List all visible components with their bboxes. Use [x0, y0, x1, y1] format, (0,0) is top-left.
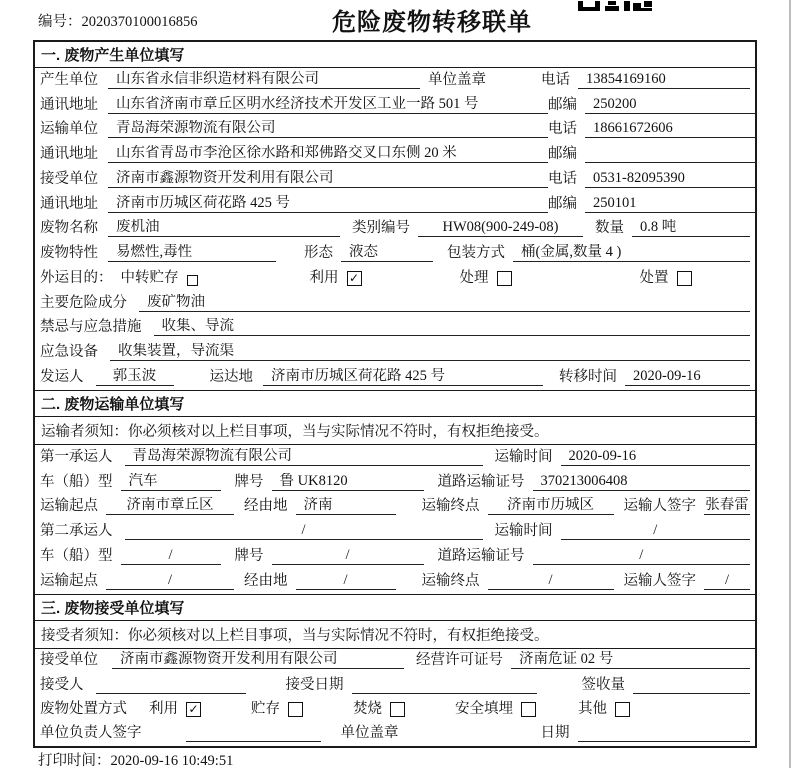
dispatcher-value: 郭玉波 — [96, 368, 174, 386]
checkbox-disposal-landfill — [521, 702, 536, 717]
operating-license-label: 经营许可证号 — [416, 652, 503, 669]
vehicle2-type: / — [121, 547, 221, 565]
emergency-equipment-label: 应急设备 — [40, 344, 98, 361]
checkbox-storage — [187, 275, 198, 286]
row-accept-unit — [35, 649, 755, 673]
transporter-phone: 18661672606 — [585, 120, 757, 138]
destination-label: 运达地 — [209, 368, 253, 385]
section-producer — [35, 42, 755, 390]
checkbox-mark: ✓ — [188, 702, 199, 717]
row-disposal-method — [35, 698, 755, 722]
seal-label: 单位盖章 — [428, 71, 486, 88]
serial-label: 编号： — [38, 14, 82, 30]
zip-label: 邮编 — [548, 195, 577, 212]
acceptor-value — [96, 677, 246, 694]
emergency-equipment-value: 收集装置，导流渠 — [110, 343, 750, 361]
waste-name-value: 废机油 — [108, 219, 340, 237]
disposal-option-incinerate: 焚烧 — [353, 700, 382, 717]
vehicle-type-label: 车（船）型 — [40, 473, 113, 490]
transporter-sign-label: 运输人签字 — [623, 572, 696, 589]
receiver-value: 济南市鑫源物资开发利用有限公司 — [108, 170, 548, 188]
transporter-zip — [585, 146, 757, 163]
print-time-line — [38, 749, 233, 770]
route2-start: / — [106, 572, 234, 590]
road-license-label: 道路运输证号 — [437, 473, 525, 490]
transfer-time-value: 2020-09-16 — [625, 368, 750, 386]
serial-number: 2020370100016856 — [81, 14, 198, 30]
date-label: 日期 — [540, 725, 570, 741]
producer-value: 山东省永信非织造材料有限公司 — [108, 71, 420, 89]
section1-header: 一. 废物产生单位填写 — [35, 42, 755, 68]
section-receiver — [35, 594, 755, 746]
vehicle2-license: / — [533, 547, 751, 565]
phone-label: 电话 — [548, 121, 577, 138]
purpose-option-treat: 处理 — [459, 269, 489, 286]
form-label: 形态 — [304, 245, 333, 262]
dispatcher-label: 发运人 — [40, 368, 84, 385]
accept-unit-label: 接受单位 — [40, 652, 98, 669]
vehicle2-plate: / — [272, 547, 424, 565]
qr-code-icon — [578, 0, 652, 16]
waste-property-label: 废物特性 — [40, 245, 98, 262]
producer-zip: 250200 — [585, 96, 757, 114]
checkbox-dispose — [677, 271, 692, 286]
transfer-time-label: 转移时间 — [559, 368, 617, 385]
receiver-address-value: 济南市历城区荷花路 425 号 — [108, 195, 548, 213]
route-start-label: 运输起点 — [40, 498, 98, 515]
disposal-option-store: 贮存 — [251, 700, 280, 717]
accept-unit-value: 济南市鑫源物资开发利用有限公司 — [112, 651, 404, 669]
acceptor-label: 接受人 — [40, 676, 84, 693]
route2-end: / — [488, 572, 614, 590]
route2-signature: / — [704, 572, 750, 590]
transporter-address-value: 山东省青岛市李沧区徐水路和郑佛路交叉口东侧 20 米 — [108, 145, 548, 163]
zip-label: 邮编 — [548, 146, 577, 163]
responsible-sign-value — [186, 725, 321, 742]
row-carrier2 — [35, 519, 755, 544]
date-value — [578, 725, 751, 742]
manifest-table — [33, 40, 757, 748]
row-responsible-signature — [35, 722, 755, 746]
vehicle1-plate: 鲁 UK8120 — [272, 473, 424, 491]
row-emergency-equipment — [35, 340, 755, 365]
purpose-label: 外运目的： — [40, 269, 113, 286]
form-value: 液态 — [341, 244, 433, 262]
row-waste-name — [35, 217, 755, 242]
row-producer — [35, 68, 755, 93]
row-route2 — [35, 569, 755, 594]
row-vehicle2 — [35, 544, 755, 569]
address-label: 通讯地址 — [40, 146, 98, 163]
purpose-option-storage: 中转贮存 — [120, 269, 179, 286]
category-label: 类别编号 — [352, 220, 410, 237]
row-hazard-component — [35, 291, 755, 316]
row-transporter — [35, 118, 755, 143]
transporter-notice: 运输者须知：你必须核对以上栏目事项，当与实际情况不符时，有权拒绝接受。 — [35, 417, 755, 445]
purpose-option-dispose: 处置 — [639, 269, 669, 286]
purpose-option-utilize: 利用 — [309, 269, 339, 286]
section2-header: 二. 废物运输单位填写 — [35, 391, 755, 417]
producer-address-value: 山东省济南市章丘区明水经济技术开发区工业一路 501 号 — [108, 96, 548, 114]
producer-phone: 13854169160 — [578, 71, 750, 89]
page-edge-line — [789, 0, 791, 768]
row-acceptance — [35, 673, 755, 697]
checkbox-mark: ✓ — [348, 271, 360, 286]
waste-property-value: 易燃性,毒性 — [108, 244, 276, 262]
vehicle1-license: 370213006408 — [533, 473, 751, 491]
route-end-label: 运输终点 — [421, 572, 480, 589]
accept-date-value — [352, 677, 537, 694]
checkbox-disposal-store — [288, 702, 303, 717]
transport-time-label: 运输时间 — [494, 523, 553, 540]
phone-label: 电话 — [541, 71, 570, 88]
disposal-option-other: 其他 — [578, 700, 607, 717]
signed-qty-label: 签收量 — [581, 676, 625, 693]
carrier2-value: / — [125, 522, 483, 540]
address-label: 通讯地址 — [40, 96, 98, 113]
responsible-sign-label: 单位负责人签字 — [40, 725, 142, 741]
transport-time-label: 运输时间 — [494, 448, 553, 465]
checkbox-utilize-checked — [347, 271, 362, 286]
receiver-label: 接受单位 — [40, 170, 98, 187]
route1-end: 济南市历城区 — [488, 497, 614, 515]
print-time-label: 打印时间： — [38, 753, 111, 769]
checkbox-disposal-other — [615, 702, 630, 717]
operating-license-value: 济南危证 02 号 — [511, 651, 750, 669]
row-producer-address — [35, 93, 755, 118]
disposal-option-utilize: 利用 — [149, 700, 178, 717]
hazard-value: 废矿物油 — [139, 294, 750, 312]
vehicle-type-label: 车（船）型 — [40, 548, 113, 565]
row-vehicle1 — [35, 470, 755, 495]
plate-label: 牌号 — [234, 473, 264, 490]
row-dispatch — [35, 365, 755, 390]
row-receiver — [35, 167, 755, 192]
producer-label: 产生单位 — [40, 71, 98, 88]
row-transfer-purpose — [35, 266, 755, 291]
transporter-sign-label: 运输人签字 — [623, 498, 696, 515]
receiver-phone: 0531-82095390 — [585, 170, 757, 188]
route-via-label: 经由地 — [244, 572, 288, 589]
accept-date-label: 接受日期 — [285, 676, 344, 693]
transporter-label: 运输单位 — [40, 121, 98, 138]
checkbox-treat — [497, 271, 512, 286]
disposal-label: 废物处置方式 — [40, 700, 127, 717]
address-label: 通讯地址 — [40, 195, 98, 212]
disposal-option-landfill: 安全填埋 — [455, 700, 513, 717]
receiver-zip: 250101 — [585, 195, 757, 213]
row-receiver-address — [35, 192, 755, 217]
plate-label: 牌号 — [234, 548, 264, 565]
unit-seal-label: 单位盖章 — [340, 725, 399, 741]
row-transporter-address — [35, 142, 755, 167]
route-end-label: 运输终点 — [421, 498, 480, 515]
carrier1-value: 青岛海荣源物流有限公司 — [125, 448, 483, 466]
serial-number-line — [38, 10, 198, 31]
checkbox-disposal-incinerate — [390, 702, 405, 717]
print-time-value: 2020-09-16 10:49:51 — [110, 753, 234, 769]
row-emergency-measures — [35, 316, 755, 341]
waste-name-label: 废物名称 — [40, 220, 98, 237]
road-license-label: 道路运输证号 — [437, 548, 525, 565]
vehicle1-type: 汽车 — [121, 473, 221, 491]
signed-qty-value — [633, 677, 750, 694]
route1-via: 济南 — [296, 497, 396, 515]
route-start-label: 运输起点 — [40, 572, 98, 589]
phone-label: 电话 — [548, 170, 577, 187]
carrier1-time: 2020-09-16 — [561, 448, 751, 466]
row-waste-property — [35, 241, 755, 266]
checkbox-disposal-utilize-checked — [186, 702, 201, 717]
qty-value: 0.8 吨 — [632, 219, 750, 237]
route2-via: / — [296, 572, 396, 590]
packing-label: 包装方式 — [447, 245, 505, 262]
route1-signature: 张春雷 — [705, 497, 749, 514]
page-title: 危险废物转移联单 — [332, 9, 532, 36]
receiver-notice: 接受者须知：你必须核对以上栏目事项，当与实际情况不符时，有权拒绝接受。 — [35, 621, 755, 649]
route-via-label: 经由地 — [244, 498, 288, 515]
row-route1 — [35, 495, 755, 520]
section-transporter — [35, 390, 755, 594]
row-carrier1 — [35, 445, 755, 470]
route1-start: 济南市章丘区 — [106, 497, 234, 515]
carrier2-label: 第二承运人 — [40, 523, 113, 540]
category-value: HW08(900-249-08) — [418, 219, 583, 237]
zip-label: 邮编 — [548, 96, 577, 113]
emergency-measures-value: 收集、导流 — [154, 318, 751, 336]
destination-value: 济南市历城区荷花路 425 号 — [263, 368, 543, 386]
carrier1-label: 第一承运人 — [40, 448, 113, 465]
qty-label: 数量 — [595, 220, 624, 237]
section3-header: 三. 废物接受单位填写 — [35, 595, 755, 621]
transporter-value: 青岛海荣源物流有限公司 — [108, 120, 548, 138]
carrier2-time: / — [561, 522, 751, 540]
packing-value: 桶(金属,数量 4 ) — [513, 244, 750, 262]
emergency-measures-label: 禁忌与应急措施 — [40, 319, 142, 336]
hazard-label: 主要危险成分 — [40, 294, 127, 311]
